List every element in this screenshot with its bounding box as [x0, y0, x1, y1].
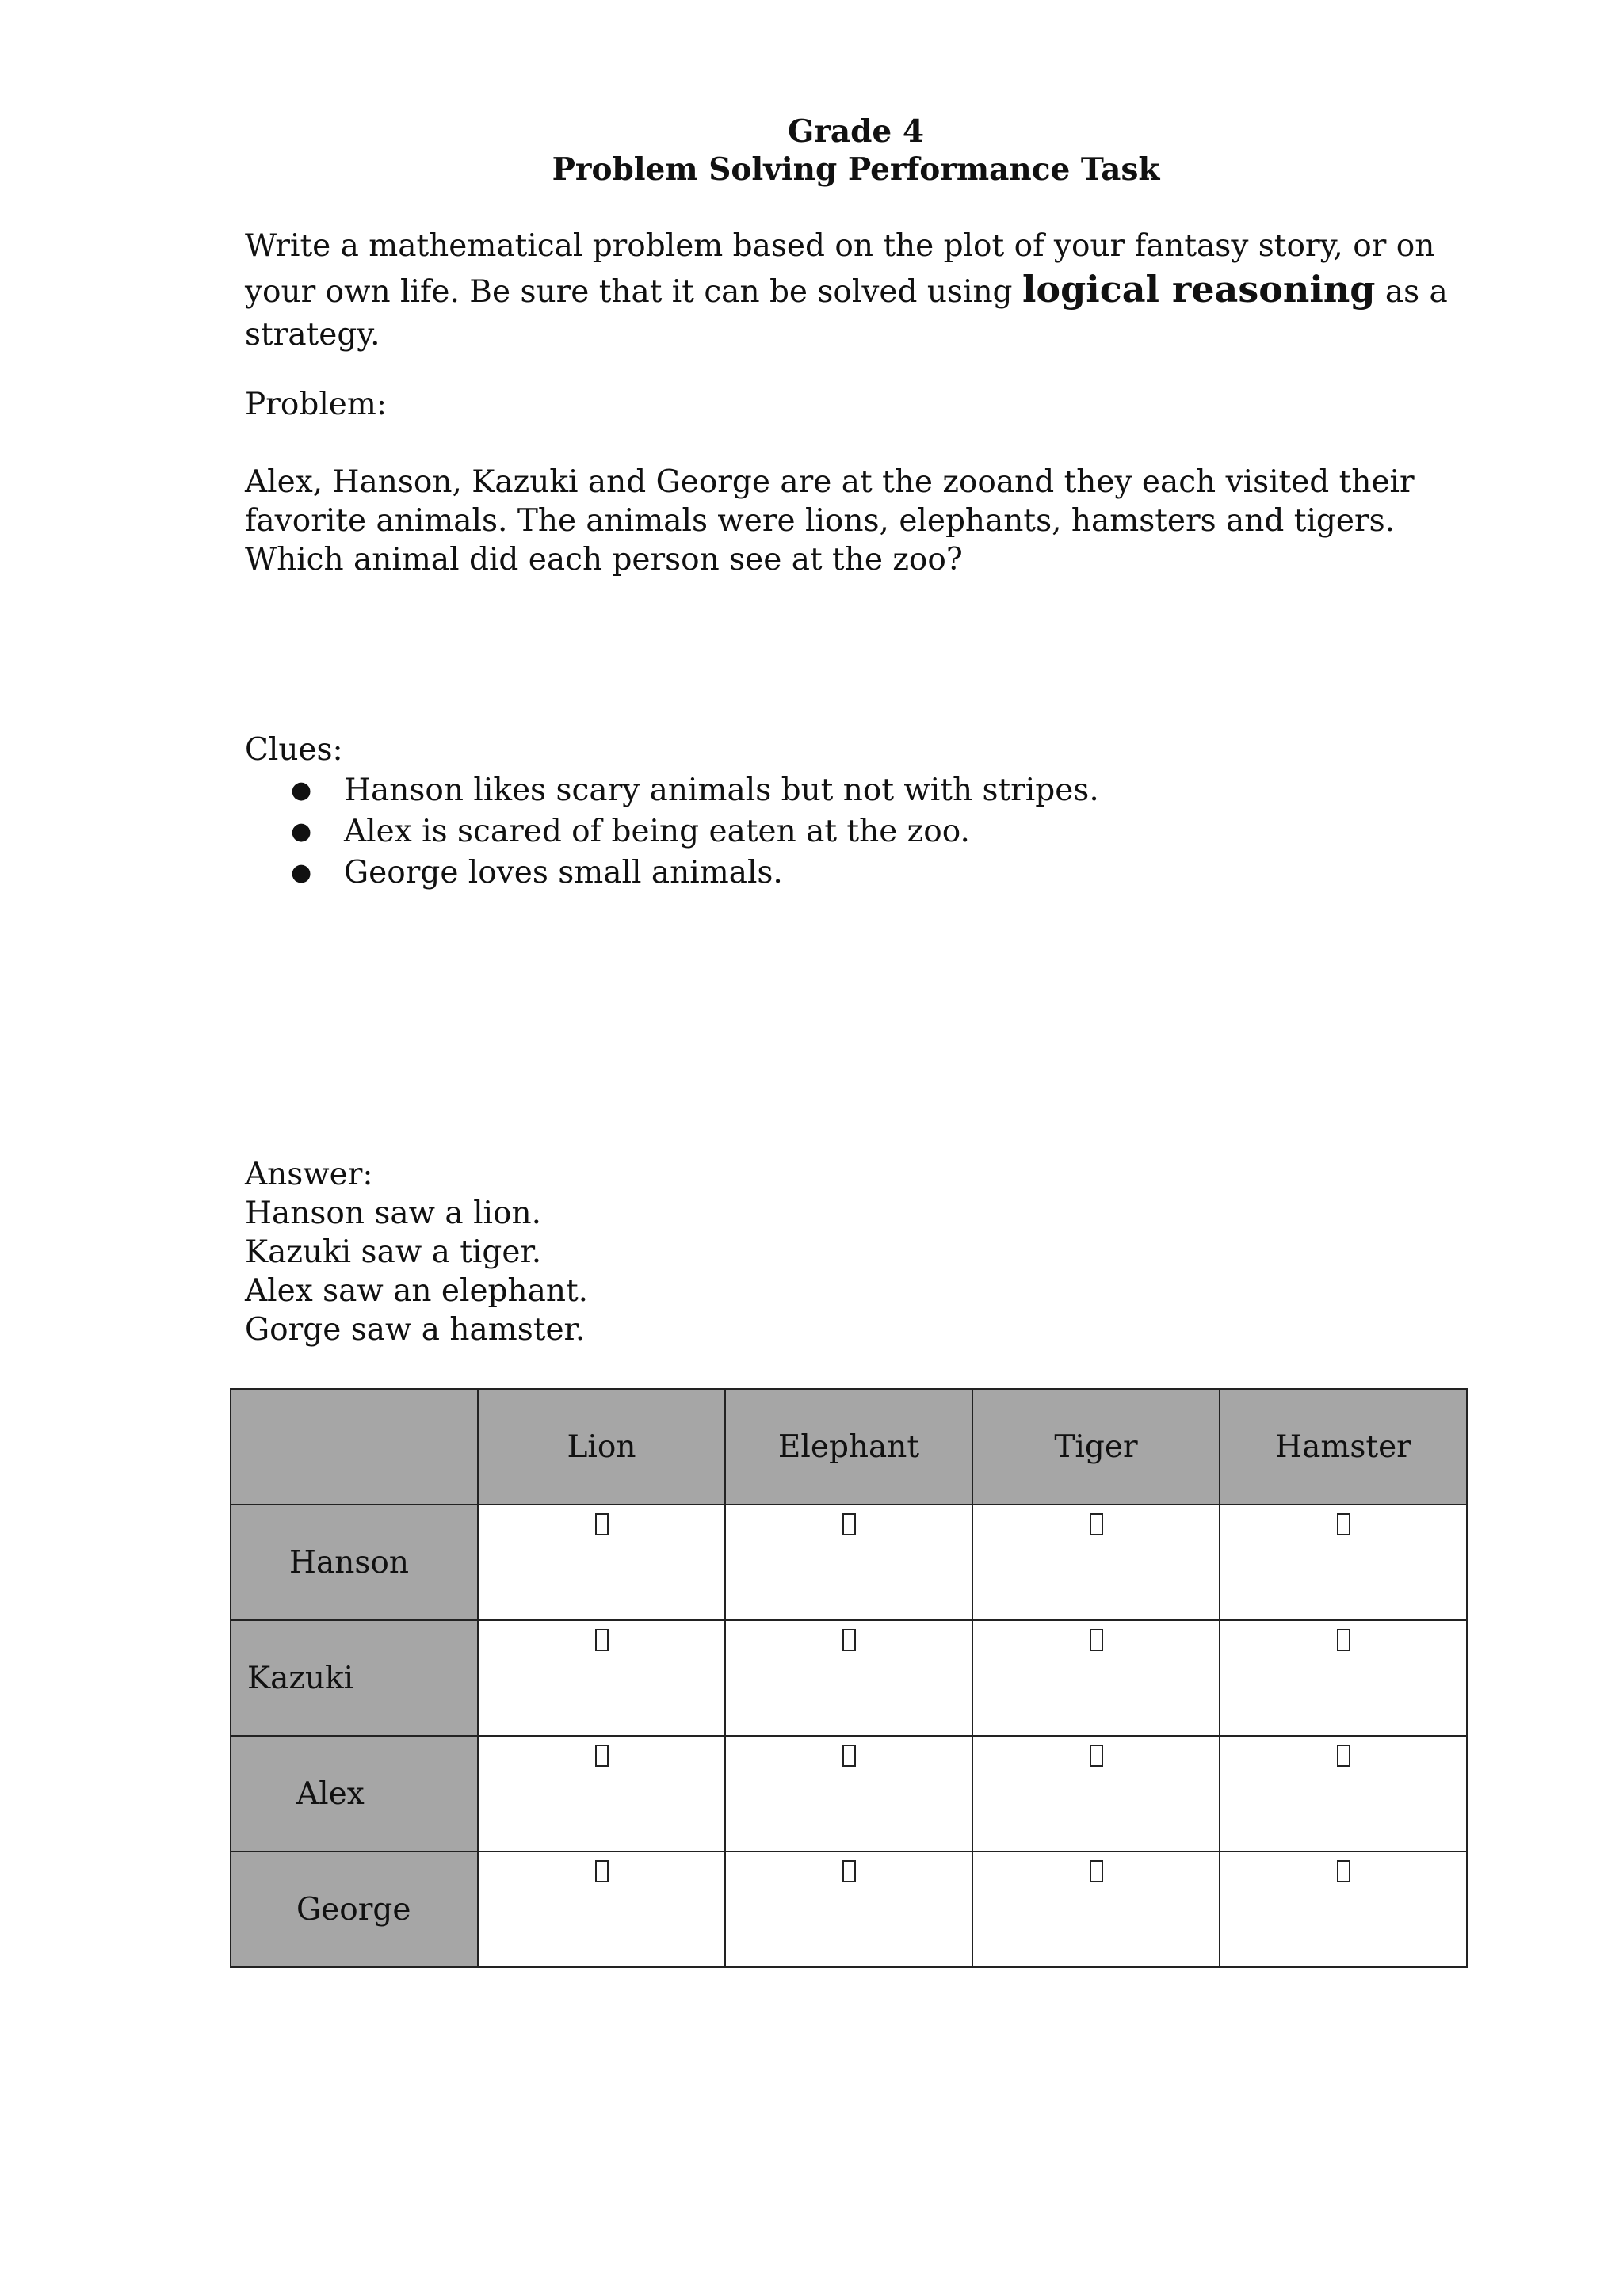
intro-emphasis: logical reasoning — [1022, 268, 1376, 311]
grid-cell[interactable] — [725, 1852, 972, 1967]
grid-cell[interactable] — [972, 1736, 1220, 1852]
clue-text: George loves small animals. — [344, 855, 783, 891]
answer-line: Alex saw an elephant. — [245, 1273, 589, 1309]
empty-box-glyph-icon — [1090, 1513, 1103, 1535]
grid-corner-cell — [231, 1389, 478, 1505]
grid-row-kazuki — [231, 1620, 1467, 1736]
clue-item — [245, 852, 1099, 894]
grid-cell[interactable] — [725, 1620, 972, 1736]
grid-row-hanson — [231, 1505, 1467, 1620]
grid-row-alex — [231, 1736, 1467, 1852]
grid-cell[interactable] — [725, 1736, 972, 1852]
clues-label: Clues: — [245, 732, 343, 768]
column-header-hamster: Hamster — [1220, 1389, 1467, 1505]
empty-box-glyph-icon — [595, 1860, 609, 1882]
answer-label: Answer: — [245, 1157, 373, 1192]
empty-box-glyph-icon — [842, 1745, 856, 1767]
intro-text-start: Write a mathematical problem based on the plot of your fantasy story, or on your own life. Be sure that it can be solved using — [245, 228, 1435, 310]
column-header-elephant: Elephant — [725, 1389, 972, 1505]
intro-paragraph — [245, 225, 1481, 357]
clues-list — [245, 770, 1099, 894]
problem-label: Problem: — [245, 387, 388, 422]
grid-cell[interactable] — [1220, 1620, 1467, 1736]
grid-cell[interactable] — [478, 1505, 725, 1620]
clue-text: Hanson likes scary animals but not with stripes. — [344, 772, 1099, 808]
grid-cell[interactable] — [972, 1852, 1220, 1967]
empty-box-glyph-icon — [1337, 1629, 1350, 1651]
task-heading: Problem Solving Performance Task — [552, 151, 1160, 188]
grid-cell[interactable] — [1220, 1505, 1467, 1620]
empty-box-glyph-icon — [1090, 1629, 1103, 1651]
empty-box-glyph-icon — [595, 1745, 609, 1767]
empty-box-glyph-icon — [842, 1860, 856, 1882]
bullet-icon: ● — [291, 818, 312, 845]
empty-box-glyph-icon — [1337, 1513, 1350, 1535]
grid-cell[interactable] — [478, 1620, 725, 1736]
grid-cell[interactable] — [1220, 1852, 1467, 1967]
empty-box-glyph-icon — [595, 1513, 609, 1535]
grid-cell[interactable] — [972, 1620, 1220, 1736]
column-header-lion: Lion — [478, 1389, 725, 1505]
clue-text: Alex is scared of being eaten at the zoo. — [344, 814, 970, 849]
logic-grid-table — [230, 1388, 1468, 1968]
empty-box-glyph-icon — [842, 1513, 856, 1535]
grade-heading: Grade 4 — [788, 113, 924, 150]
grid-cell[interactable] — [972, 1505, 1220, 1620]
grid-cell[interactable] — [725, 1505, 972, 1620]
empty-box-glyph-icon — [1337, 1745, 1350, 1767]
intro-text-end: as a strategy. — [245, 274, 1448, 353]
clue-item — [245, 770, 1099, 811]
empty-box-glyph-icon — [1337, 1860, 1350, 1882]
answer-line: Kazuki saw a tiger. — [245, 1234, 542, 1270]
grid-row-george — [231, 1852, 1467, 1967]
row-header-george: George — [231, 1852, 478, 1967]
row-header-kazuki: Kazuki — [231, 1620, 478, 1736]
grid-cell[interactable] — [1220, 1736, 1467, 1852]
bullet-icon: ● — [291, 859, 312, 887]
problem-text: Alex, Hanson, Kazuki and George are at the zooand they each visited their favorite animals. The animals were lions, elephants, hamsters and tigers. Which animal did each person see at the zoo? — [245, 464, 1415, 578]
grid-cell[interactable] — [478, 1852, 725, 1967]
bullet-icon: ● — [291, 776, 312, 804]
grid-header-row — [231, 1389, 1467, 1505]
answer-line: Hanson saw a lion. — [245, 1196, 542, 1231]
empty-box-glyph-icon — [1090, 1745, 1103, 1767]
row-header-hanson: Hanson — [231, 1505, 478, 1620]
row-header-alex: Alex — [231, 1736, 478, 1852]
answer-block — [245, 1155, 588, 1349]
empty-box-glyph-icon — [1090, 1860, 1103, 1882]
empty-box-glyph-icon — [842, 1629, 856, 1651]
grid-cell[interactable] — [478, 1736, 725, 1852]
answer-line: Gorge saw a hamster. — [245, 1312, 586, 1348]
column-header-tiger: Tiger — [972, 1389, 1220, 1505]
empty-box-glyph-icon — [595, 1629, 609, 1651]
clue-item — [245, 811, 1099, 852]
